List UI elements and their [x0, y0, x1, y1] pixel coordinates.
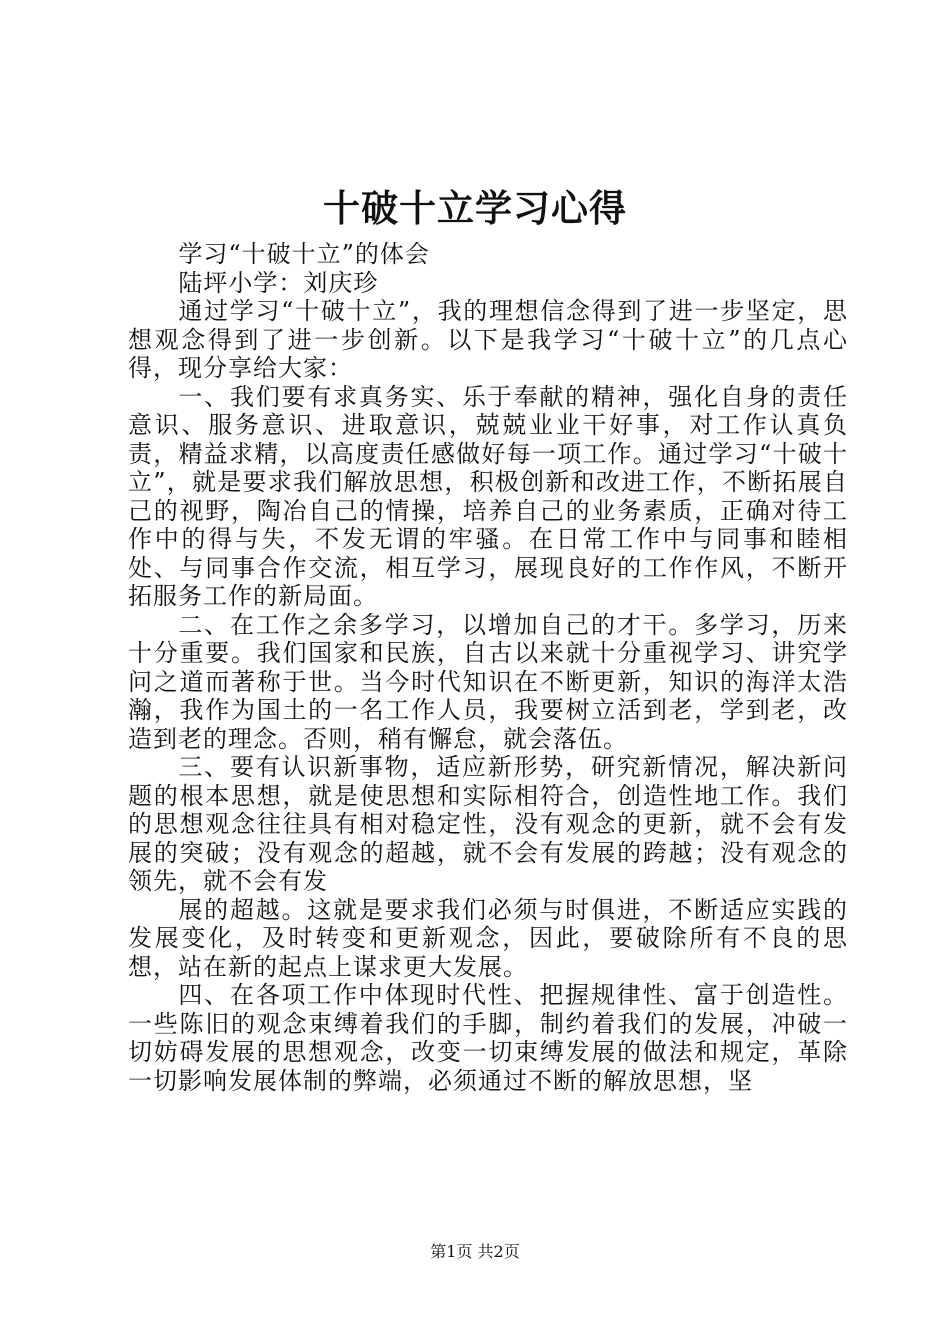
point-two-paragraph: 二、在工作之余多学习，以增加自己的才干。多学习，历来十分重要。我们国家和民族，自古以来就十分重视学习、讲究学问之道而著称于世。当今时代知识在不断更新，知识的海洋太浩瀚，我作为国土的一名工作人员，我要树立活到老，学到老，改造到老的理念。否则，稍有懈怠，就会落伍。 — [128, 610, 848, 753]
subtitle-paragraph: 学习“十破十立”的体会 — [178, 240, 430, 268]
point-four-paragraph: 四、在各项工作中体现时代性、把握规律性、富于创造性。一些陈旧的观念束缚着我们的手脚，制约着我们的发展，冲破一切妨碍发展的思想观念，改变一切束缚发展的做法和规定，革除一切影响发展体制的弊端，必须通过不断的解放思想，坚 — [128, 981, 848, 1095]
point-three-paragraph: 三、要有认识新事物，适应新形势，研究新情况，解决新问题的根本思想，就是使思想和实际相符合，创造性地工作。我们的思想观念往往具有相对稳定性，没有观念的更新，就不会有发展的突破；没有观念的超越，就不会有发展的跨越；没有观念的领先，就不会有发 — [128, 753, 848, 895]
point-one-paragraph: 一、我们要有求真务实、乐于奉献的精神，强化自身的责任意识、服务意识、进取意识，兢兢业业干好事，对工作认真负责，精益求精，以高度责任感做好每一项工作。通过学习“十破十立”，就是要求我们解放思想，积极创新和改进工作，不断拓展自己的视野，陶冶自己的情操，培养自己的业务素质，正确对待工作中的得与失，不发无谓的牢骚。在日常工作中与同事和睦相处、与同事合作交流，相互学习，展现良好的工作作风，不断开拓服务工作的新局面。 — [128, 382, 848, 610]
page-footer — [0, 1240, 950, 1264]
author-paragraph: 陆坪小学：刘庆珍 — [178, 268, 379, 297]
intro-paragraph: 通过学习“十破十立”，我的理想信念得到了进一步坚定，思想观念得到了进一步创新。以下是我学习“十破十立”的几点心得，现分享给大家： — [128, 297, 848, 382]
document-title: 十破十立学习心得 — [323, 186, 627, 230]
point-three-continued-paragraph: 展的超越。这就是要求我们必须与时俱进，不断适应实践的发展变化，及时转变和更新观念，因此，要破除所有不良的思想，站在新的起点上谋求更大发展。 — [128, 895, 848, 981]
page-indicator: 第1页 共2页 — [430, 1242, 520, 1261]
document-body — [128, 240, 848, 1095]
